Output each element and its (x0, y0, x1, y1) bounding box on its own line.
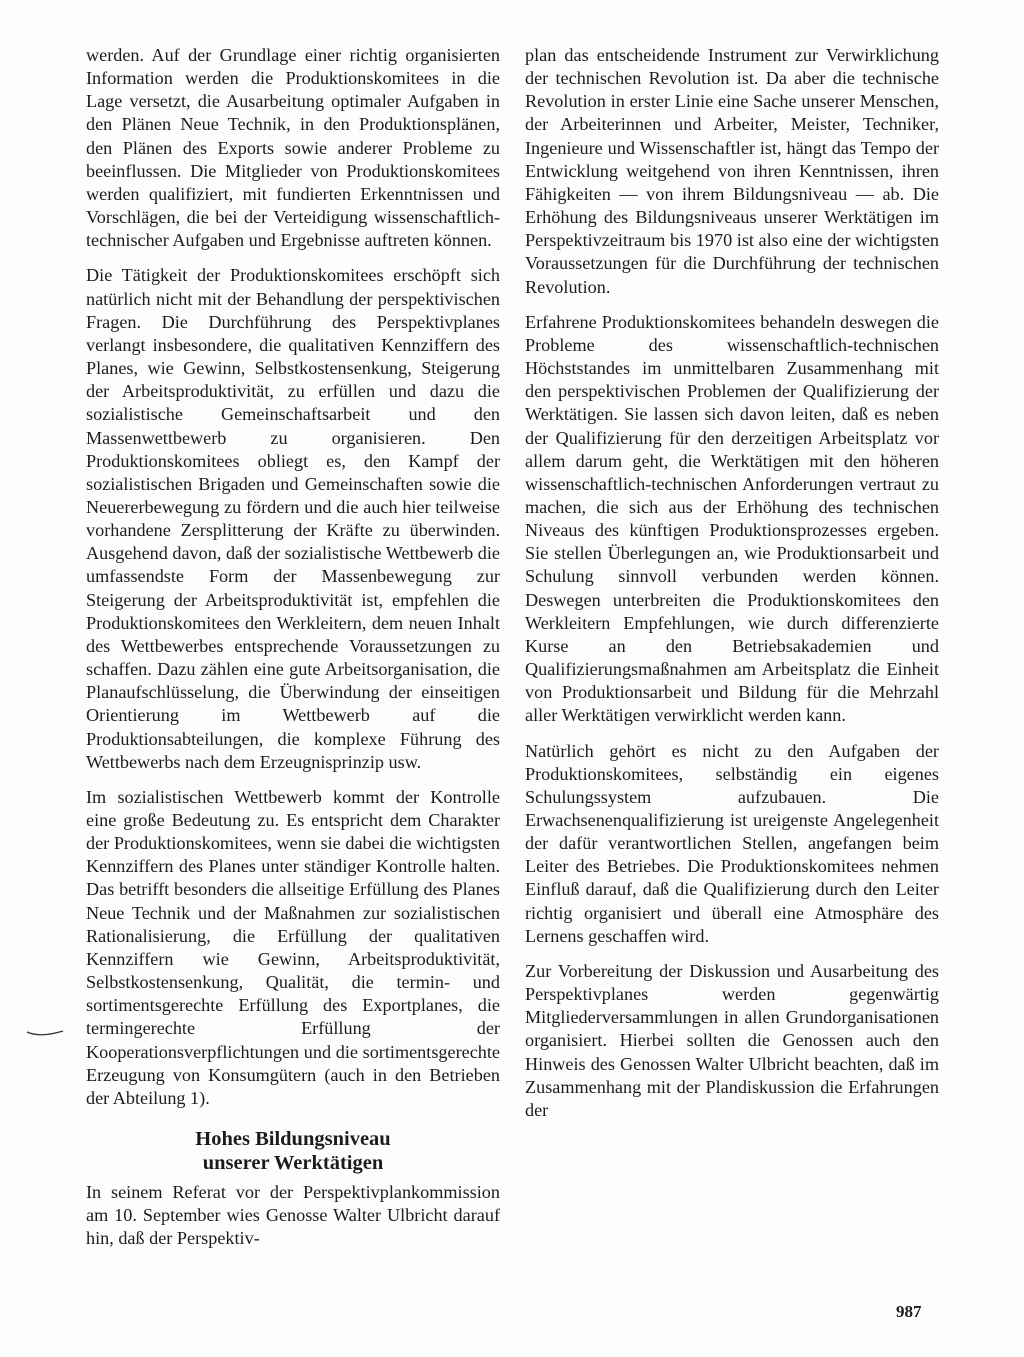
paragraph: Im sozialistischen Wettbewerb kommt der Kontrolle eine große Bedeutung zu. Es entspricht dem Charakter der Produktionskomitees, wenn sie dabei die wichtigsten Kennziffern des Planes unter ständiger Kontrolle halten. Das betrifft besonders die allseitige Erfüllung des Planes Neue Technik und der Maßnahmen zur sozialistischen Rationalisierung, die Erfüllung der qualitativen Kennziffern wie Gewinn, Arbeitsproduktivität, Selbstkostensenkung, Qualität, die termin- und sortimentsgerechte Erfüllung des Exportplanes, die termingerechte Erfüllung der Kooperationsverpflichtungen und die sortimentsgerechte Erzeugung von Konsumgütern (auch in den Betrieben der Abteilung 1). (86, 786, 500, 1108)
section-heading-line: Hohes Bildungsniveau (195, 1128, 391, 1151)
paragraph: werden. Auf der Grundlage einer richtig organisierten Information werden die Produktionskomitees in die Lage versetzt, die Ausarbeitung optimaler Aufgaben in den Plänen Neue Technik, in den Produktionsplänen, den Plänen des Exports sowie anderer Probleme zu beeinflussen. Die Mitglieder von Produktionskomitees werden qualifiziert, mit fundierten Erkenntnissen und Vorschlägen, die bei der Verteidigung wissenschaftlich-technischer Aufgaben und Ergebnisse auftreten können. (86, 45, 500, 251)
paragraph: Erfahrene Produktionskomitees behandeln deswegen die Probleme des wissenschaftlich-technischen Höchststandes im unmittelbaren Zusammenhang mit den perspektivischen Problemen der Qualifizierung der Werktätigen. Sie lassen sich davon leiten, daß es neben der Qualifizierung für den derzeitigen Arbeitsplatz vor allem darum geht, die Werktätigen mit den höheren wissenschaftlich-technischen Anforderungen vertraut zu machen, die sich aus der Erhöhung des technischen Niveaus des künftigen Produktionsprozesses ergeben. Sie stellen Überlegungen an, wie Produktionsarbeit und Schulung sinnvoll verbunden werden können. Deswegen unterbreiten die Produktionskomitees den Werkleitern Empfehlungen, wie durch differenzierte Kurse an den Betriebsakademien und Qualifizierungsmaßnahmen am Arbeitsplatz die Einheit von Produktionsarbeit und Bildung für die Mehrzahl aller Werktätigen verwirklicht werden kann. (525, 311, 939, 726)
section-heading (86, 1128, 500, 1175)
paragraph: Die Tätigkeit der Produktionskomitees erschöpft sich natürlich nicht mit der Behandlung der perspektivischen Fragen. Die Durchführung des Perspektivplanes verlangt insbesondere, die qualitativen Kennziffern des Planes, wie Gewinn, Selbstkostensenkung, Steigerung der Arbeitsproduktivität, zu erfüllen und dazu die sozialistische Gemeinschaftsarbeit und den Massenwettbewerb zu organisieren. Den Produktionskomitees obliegt es, den Kampf der sozialistischen Brigaden und Gemeinschaften sowie die Neuererbewegung zu fördern und die auch hier teilweise vorhandene Zersplitterung der Kräfte zu überwinden. Ausgehend davon, daß der sozialistische Wettbewerb die umfassendste Form der Massenbewegung zur Steigerung der Arbeitsproduktivität ist, empfehlen die Produktionskomitees den Werkleitern, dem neuen Inhalt des Wettbewerbes entsprechende Voraussetzungen zu schaffen. Dazu zählen eine gute Arbeitsorganisation, die Planaufschlüsselung, die Überwindung der einseitigen Orientierung im Wettbewerb auf die Produktionsabteilungen, die komplexe Führung des Wettbewerbs nach dem Erzeugnisprinzip usw. (86, 265, 500, 772)
left-column (86, 44, 500, 1251)
paragraph: In seinem Referat vor der Perspektivplankommission am 10. September wies Genosse Walter Ulbricht darauf hin, daß der Perspektiv- (86, 1182, 500, 1249)
right-column (525, 44, 939, 1122)
section-heading-line: unserer Werktätigen (202, 1151, 384, 1174)
paragraph: Natürlich gehört es nicht zu den Aufgaben der Produktionskomitees, selbständig ein eigenes Schulungssystem aufzubauen. Die Erwachsenenqualifizierung ist ureigenste Angelegenheit der dafür verantwortlichen Stellen, angefangen beim Leiter des Betriebes. Die Produktionskomitees nehmen Einfluß darauf, daß die Qualifizierung durch den Leiter richtig organisiert und überall eine Atmosphäre des Lernens geschaffen wird. (525, 740, 939, 946)
page-number: 987 (896, 1302, 922, 1321)
paragraph: Zur Vorbereitung der Diskussion und Ausarbeitung des Perspektivplanes werden gegenwärtig Mitgliederversammlungen in allen Grundorganisationen organisiert. Hierbei sollten die Genossen auch den Hinweis des Genossen Walter Ulbricht beachten, daß im Zusammenhang mit der Plandiskussion die Erfahrungen der (525, 960, 939, 1120)
margin-pen-mark (26, 1029, 64, 1039)
paragraph: plan das entscheidende Instrument zur Verwirklichung der technischen Revolution ist. Da aber die technische Revolution in erster Linie eine Sache unserer Menschen, der Arbeiterinnen und Arbeiter, Meister, Techniker, Ingenieure und Wissenschaftler ist, hängt das Tempo der Entwicklung weitgehend von ihren Kenntnissen, ihren Fähigkeiten — von ihrem Bildungsniveau — ab. Die Erhöhung des Bildungsniveaus unserer Werktätigen im Perspektivzeitraum bis 1970 ist also eine der wichtigsten Voraussetzungen für die Durchführung der technischen Revolution. (525, 45, 939, 297)
